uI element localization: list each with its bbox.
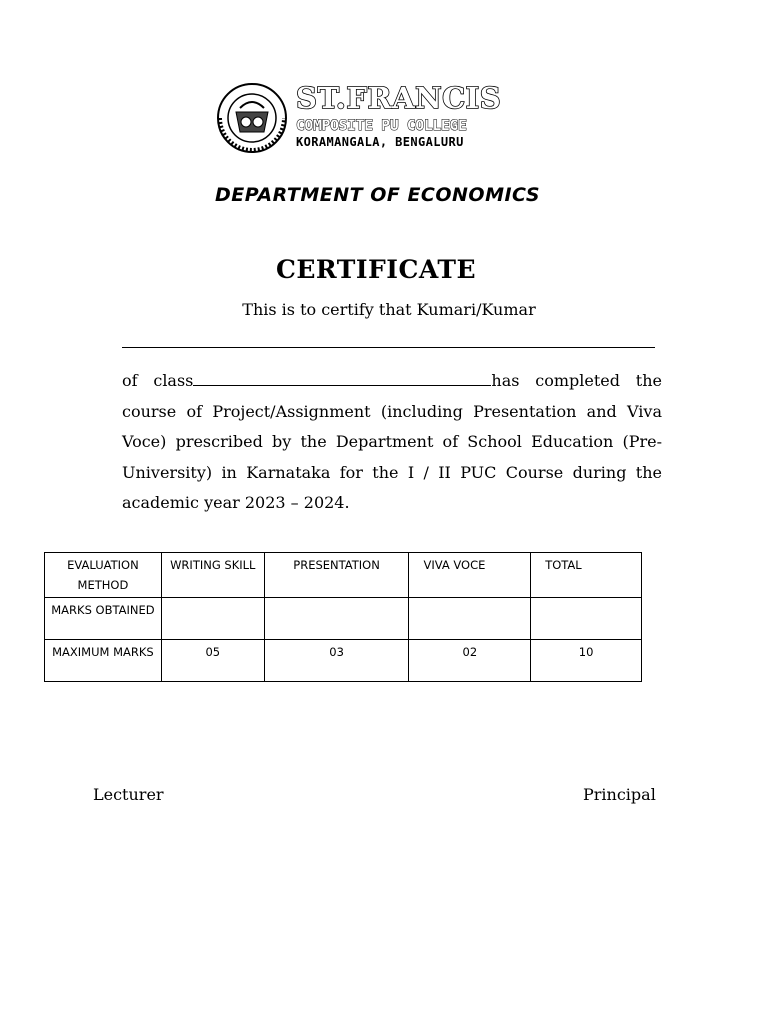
- table-header-cell: EVALUATION METHOD: [45, 553, 162, 598]
- college-seal-icon: [214, 82, 290, 154]
- paragraph-rest: has completed the course of Project/Assignment (including Presentation and Viva Voce) prescribed by the Department of School Education (Pre- University) in Karnataka for the I / II PUC Course during the academic year 2023 – 2024.: [122, 371, 662, 512]
- college-name: ST.FRANCIS: [296, 81, 502, 115]
- department-title: DEPARTMENT OF ECONOMICS: [214, 184, 541, 206]
- certificate-title: CERTIFICATE: [275, 255, 477, 284]
- paragraph-prefix: of class: [122, 371, 194, 390]
- table-cell: 10: [531, 640, 642, 682]
- table-cell: [161, 598, 264, 640]
- table-header-cell: VIVA VOCE: [409, 553, 531, 598]
- name-blank-line: [122, 347, 655, 348]
- table-cell: [531, 598, 642, 640]
- certify-text: This is to certify that Kumari/Kumar: [242, 300, 536, 319]
- class-blank-line: [193, 373, 491, 386]
- marks-table: [44, 552, 642, 682]
- certificate-paragraph: [122, 366, 662, 519]
- table-cell: 05: [161, 640, 264, 682]
- table-cell: MARKS OBTAINED: [45, 598, 162, 640]
- table-cell: 03: [264, 640, 409, 682]
- table-cell: 02: [409, 640, 531, 682]
- table-header-row: [45, 553, 642, 598]
- table-cell: [409, 598, 531, 640]
- table-row: [45, 598, 642, 640]
- table-cell: MAXIMUM MARKS: [45, 640, 162, 682]
- lecturer-signature-label: Lecturer: [93, 785, 164, 804]
- table-cell: [264, 598, 409, 640]
- table-header-cell: PRESENTATION: [264, 553, 409, 598]
- college-logo: [214, 82, 514, 154]
- table-header-cell: WRITING SKILL: [161, 553, 264, 598]
- principal-signature-label: Principal: [583, 785, 656, 804]
- college-address: KORAMANGALA, BENGALURU: [296, 135, 464, 149]
- table-row: [45, 640, 642, 682]
- table-header-cell: TOTAL: [531, 553, 642, 598]
- college-subtitle: COMPOSITE PU COLLEGE: [296, 118, 467, 134]
